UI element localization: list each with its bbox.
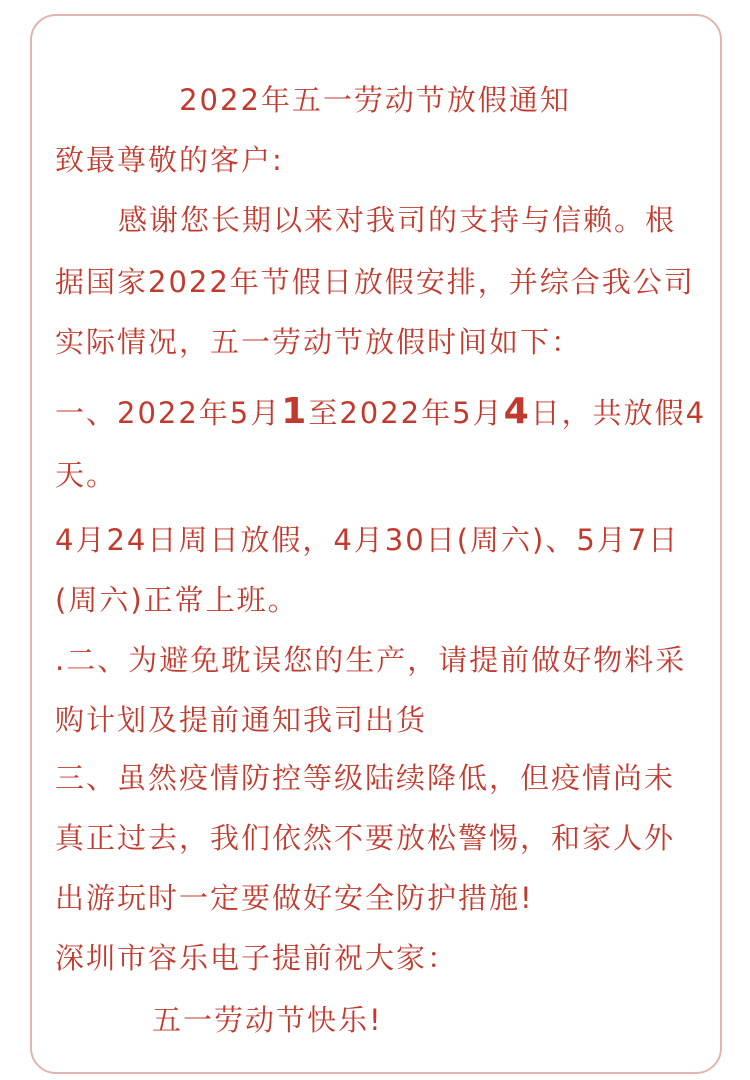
holiday-start-day: 1 (281, 391, 309, 432)
item-2-line-1: .二、为避免耽误您的生产，请提前做好物料采 (55, 643, 687, 677)
item-2-line-2: 购计划及提前通知我司出货 (55, 703, 428, 737)
item-1-line-1 (55, 392, 706, 432)
intro-line-2: 据国家2022年节假日放假安排，并综合我公司 (55, 265, 695, 299)
item-1-text-c: 至2022年5月 (308, 396, 504, 430)
holiday-end-day: 4 (503, 391, 531, 432)
item-3-line-3: 出游玩时一定要做好安全防护措施! (55, 881, 534, 915)
item-3-line-2: 真正过去，我们依然不要放松警惕，和家人外 (55, 821, 676, 855)
item-3-line-1: 三、虽然疫情防控等级陆续降低，但疫情尚未 (55, 761, 676, 795)
holiday-wish: 五一劳动节快乐! (152, 1003, 383, 1037)
notice-title: 2022年五一劳动节放假通知 (179, 83, 571, 117)
makeup-line-1: 4月24日周日放假，4月30日(周六)、5月7日 (55, 523, 680, 557)
item-1-text-a: 一、2022年5月 (55, 396, 282, 430)
intro-line-3: 实际情况，五一劳动节放假时间如下： (55, 325, 583, 359)
item-1-text-e: 日，共放假4 (530, 396, 707, 430)
greeting: 致最尊敬的客户: (55, 143, 284, 177)
makeup-line-2: (周六)正常上班。 (55, 583, 299, 617)
item-1-line-2: 天。 (55, 458, 118, 492)
intro-line-1: 感谢您长期以来对我司的支持与信赖。根 (118, 203, 677, 237)
closing-line: 深圳市容乐电子提前祝大家： (55, 941, 459, 975)
